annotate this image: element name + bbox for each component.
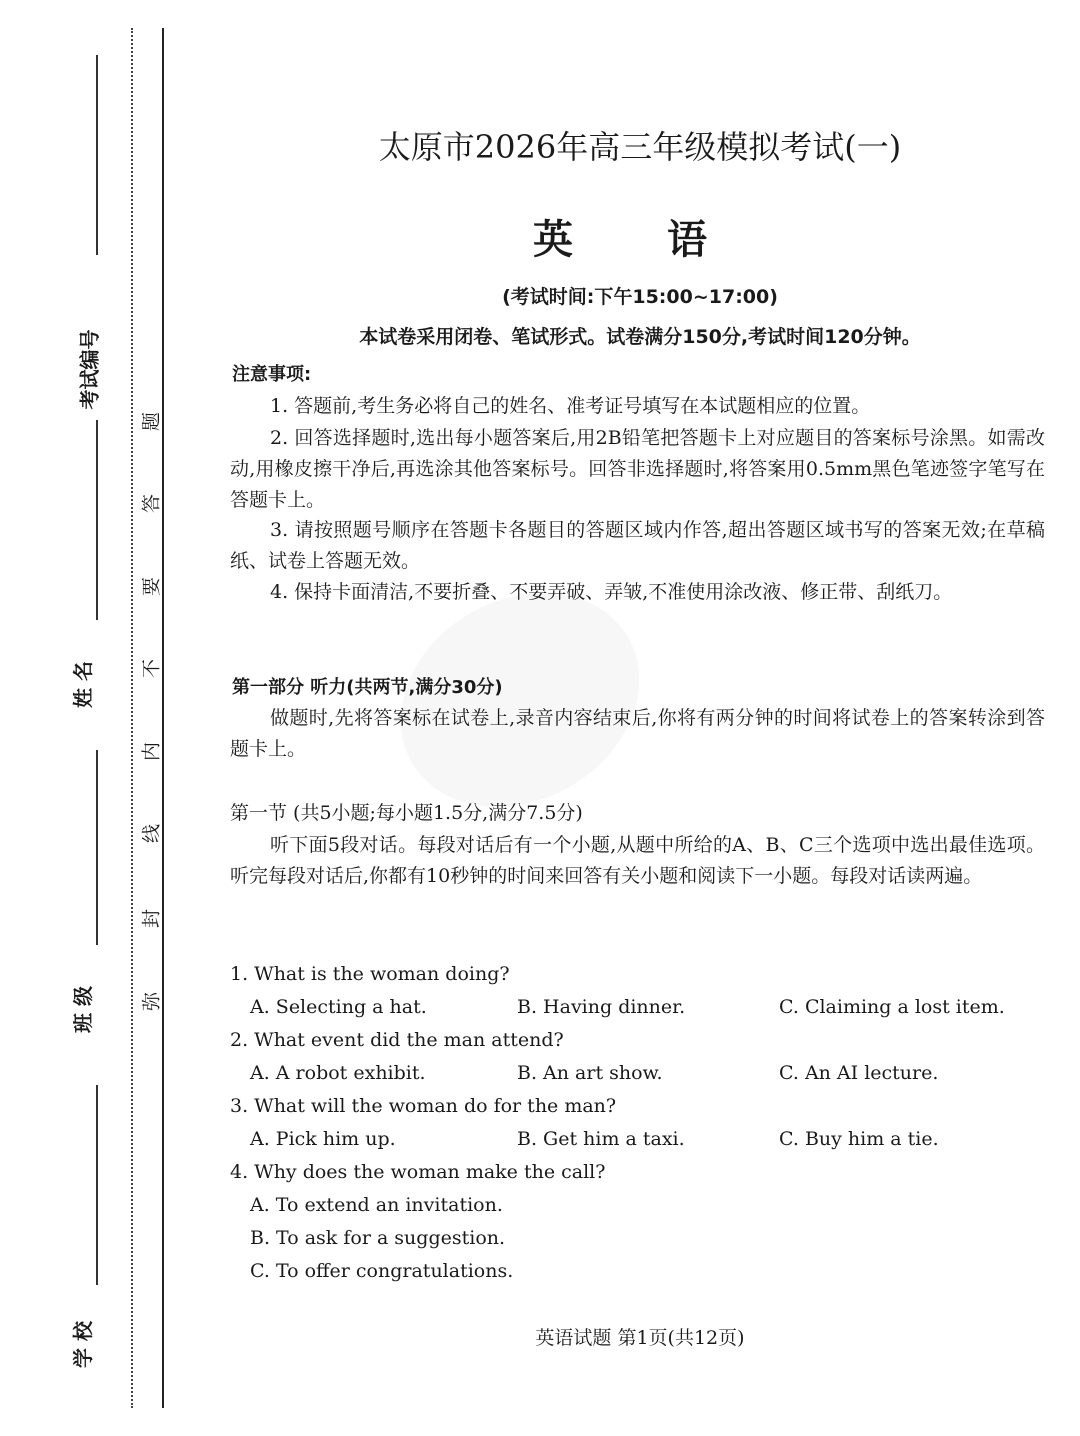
- answer-option[interactable]: A. Selecting a hat.: [250, 996, 427, 1018]
- answer-option[interactable]: C. An AI lecture.: [779, 1062, 939, 1084]
- answer-option[interactable]: B. Get him a taxi.: [517, 1128, 685, 1150]
- seal-char: 要: [140, 577, 163, 597]
- answer-option[interactable]: B. To ask for a suggestion.: [250, 1227, 506, 1249]
- seal-char: 弥: [140, 992, 163, 1012]
- answer-option[interactable]: C. To offer congratulations.: [250, 1260, 514, 1282]
- exam-number-field: [58, 55, 114, 410]
- binding-dotted-line: [131, 28, 133, 1408]
- part1-heading: 第一部分 听力(共两节,满分30分): [232, 677, 503, 698]
- seal-char: 题: [140, 412, 163, 432]
- seal-char: 封: [140, 909, 163, 929]
- name-line[interactable]: [96, 420, 98, 620]
- note-item: 4. 保持卡面清洁,不要折叠、不要弄破、弄皱,不准使用涂改液、修正带、刮纸刀。: [270, 581, 953, 603]
- question-stem: 2. What event did the man attend?: [230, 1029, 564, 1051]
- school-label: 学 校: [70, 1321, 95, 1368]
- class-label: 班 级: [70, 986, 95, 1033]
- seal-char: 答: [140, 494, 163, 514]
- notes-heading: 注意事项:: [232, 364, 312, 385]
- answer-option[interactable]: C. Claiming a lost item.: [779, 996, 1005, 1018]
- binding-solid-line: [162, 28, 164, 1408]
- section1-heading: 第一节 (共5小题;每小题1.5分,满分7.5分): [230, 802, 583, 824]
- answer-option[interactable]: A. To extend an invitation.: [250, 1194, 503, 1216]
- question-stem: 4. Why does the woman make the call?: [230, 1161, 606, 1183]
- note-item: 1. 答题前,考生务必将自己的姓名、准考证号填写在本试题相应的位置。: [270, 395, 871, 417]
- answer-option[interactable]: B. An art show.: [517, 1062, 663, 1084]
- school-line[interactable]: [96, 1085, 98, 1285]
- answer-option[interactable]: A. A robot exhibit.: [250, 1062, 426, 1084]
- seal-char: 内: [140, 742, 163, 762]
- question-stem: 1. What is the woman doing?: [230, 963, 510, 985]
- note-item: 3. 请按照题号顺序在答题卡各题目的答题区域内作答,超出答题区域书写的答案无效;在草稿纸、试卷上答题无效。: [230, 519, 1045, 572]
- seal-char: 不: [140, 659, 163, 679]
- exam-number-label: 考试编号: [77, 329, 102, 410]
- note-item: 2. 回答选择题时,选出每小题答案后,用2B铅笔把答题卡上对应题目的答案标号涂黑。如需改动,用橡皮擦干净后,再选涂其他答案标号。回答非选择题时,将答案用0.5mm黑色笔迹签字笔写在答题卡上。: [230, 427, 1045, 511]
- answer-option[interactable]: A. Pick him up.: [250, 1128, 396, 1150]
- subject-title: 英 语: [533, 217, 747, 263]
- answer-option[interactable]: C. Buy him a tie.: [779, 1128, 939, 1150]
- school-field: [58, 1085, 114, 1375]
- answer-option[interactable]: B. Having dinner.: [517, 996, 686, 1018]
- seal-char: 线: [140, 824, 163, 844]
- name-label: 姓 名: [70, 661, 95, 708]
- question-stem: 3. What will the woman do for the man?: [230, 1095, 617, 1117]
- section1-intro: 听下面5段对话。每段对话后有一个小题,从题中所给的A、B、C三个选项中选出最佳选项。听完每段对话后,你都有10秒钟的时间来回答有关小题和阅读下一小题。每段对话读两遍。: [230, 834, 1045, 887]
- class-line[interactable]: [96, 750, 98, 945]
- class-field: [58, 750, 114, 1040]
- exam-title: 太原市2026年高三年级模拟考试(一): [378, 128, 902, 166]
- part1-intro: 做题时,先将答案标在试卷上,录音内容结束后,你将有两分钟的时间将试卷上的答案转涂到答题卡上。: [230, 707, 1045, 760]
- exam-time: (考试时间:下午15:00~17:00): [502, 286, 778, 308]
- page-footer: 英语试题 第1页(共12页): [535, 1327, 745, 1349]
- exam-number-line[interactable]: [96, 55, 98, 255]
- exam-format: 本试卷采用闭卷、笔试形式。试卷满分150分,考试时间120分钟。: [359, 326, 921, 348]
- name-field: [58, 420, 114, 720]
